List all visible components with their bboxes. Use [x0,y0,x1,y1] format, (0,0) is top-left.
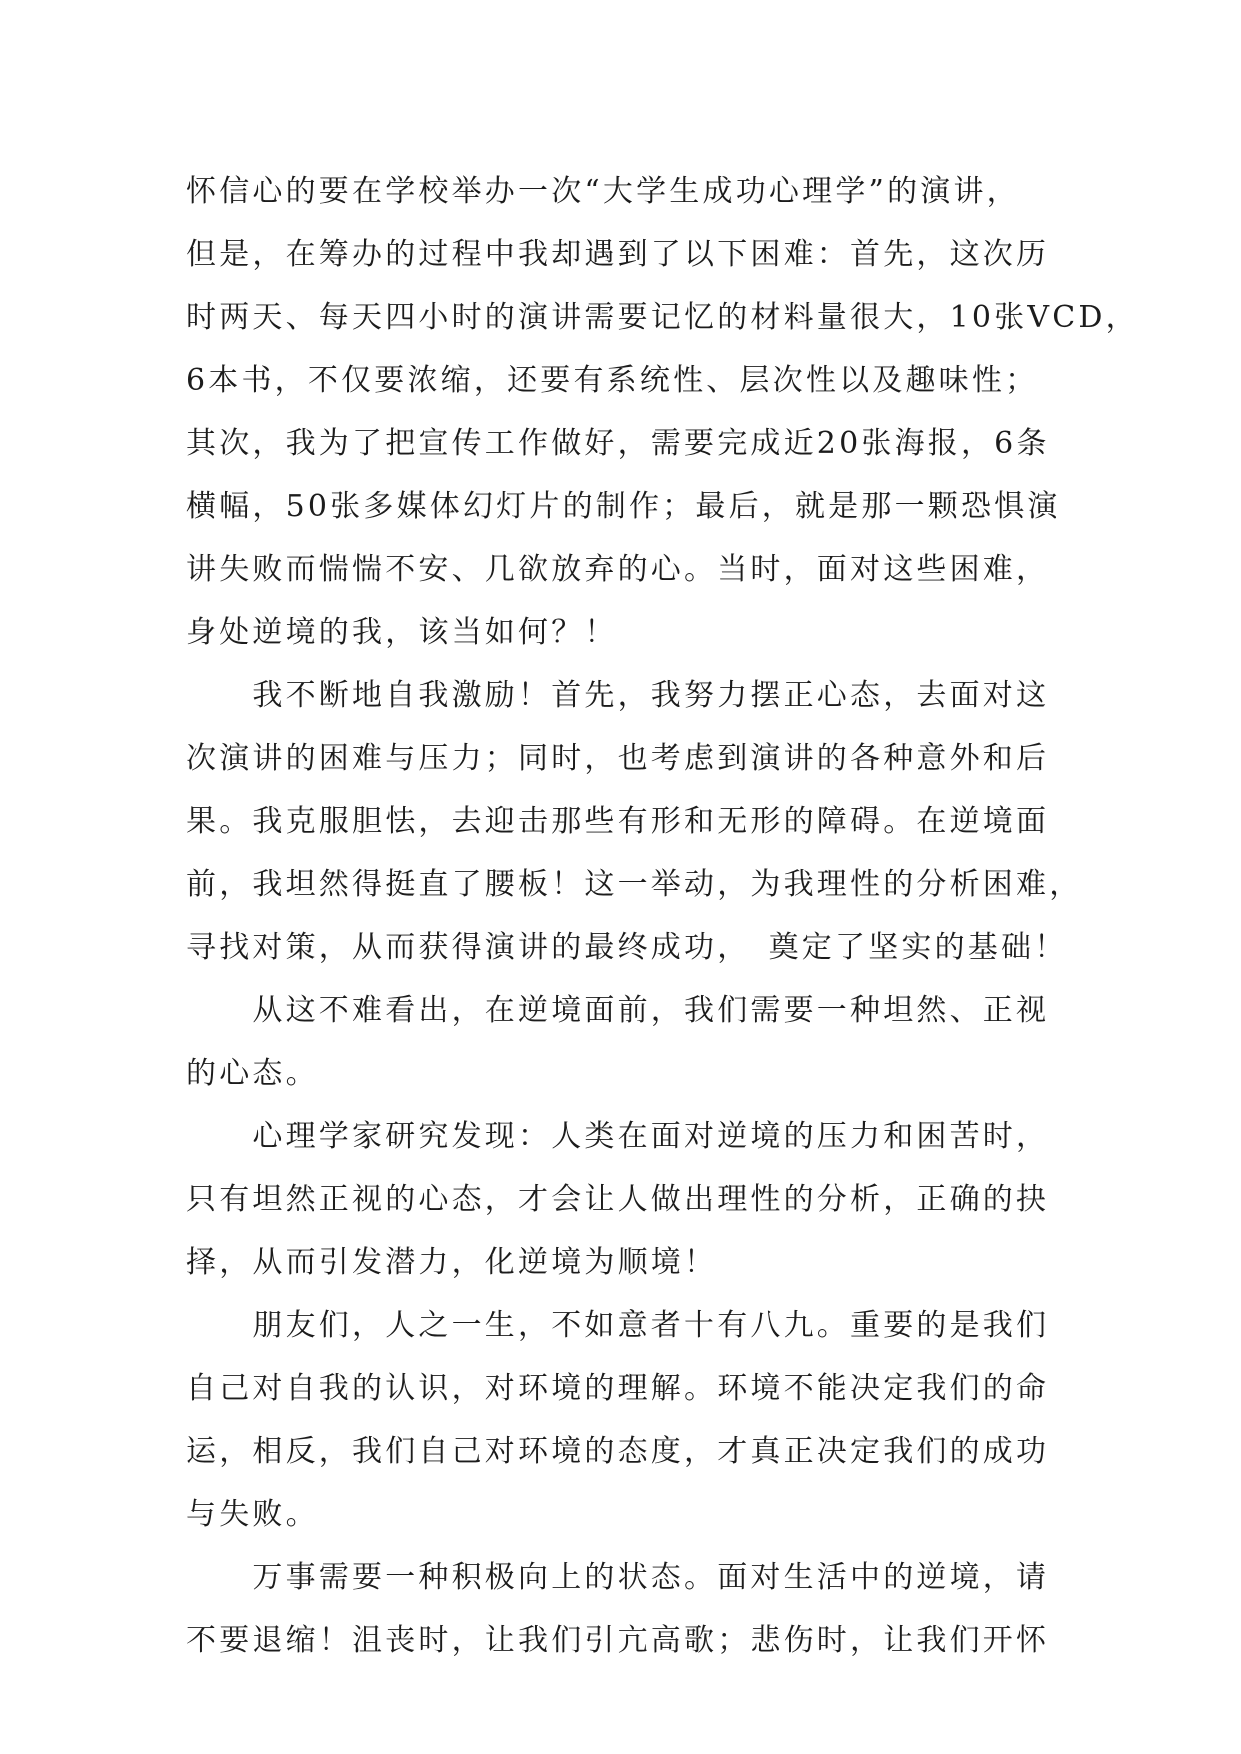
text-line: 寻找对策，从而获得演讲的最终成功， 奠定了坚实的基础！ [186,930,1068,965]
text-line: 讲失败而惴惴不安、几欲放弃的心。当时，面对这些困难， [186,552,1050,587]
text-line: 6本书，不仅要浓缩，还要有系统性、层次性以及趣味性； [186,363,1039,398]
text-line: 横幅，50张多媒体幻灯片的制作；最后，就是那一颗恐惧演 [186,489,1061,524]
text-line: 只有坦然正视的心态，才会让人做出理性的分析，正确的抉 [186,1182,1050,1217]
text-line: 心理学家研究发现：人类在面对逆境的压力和困苦时， [186,1119,1050,1154]
text-line: 果。我克服胆怯，去迎击那些有形和无形的障碍。在逆境面 [186,804,1050,839]
text-line: 运，相反，我们自己对环境的态度，才真正决定我们的成功 [186,1434,1050,1469]
text-line: 我不断地自我激励！首先，我努力摆正心态，去面对这 [186,678,1050,713]
text-line: 朋友们，人之一生，不如意者十有八九。重要的是我们 [186,1308,1050,1343]
text-line: 不要退缩！沮丧时，让我们引亢高歌；悲伤时，让我们开怀 [186,1623,1050,1658]
text-line: 身处逆境的我，该当如何？！ [186,615,618,650]
text-line: 自己对自我的认识，对环境的理解。环境不能决定我们的命 [186,1371,1050,1406]
text-line: 与失败。 [186,1497,319,1532]
text-line: 怀信心的要在学校举办一次“大学生成功心理学”的演讲， [186,174,1020,209]
text-line: 从这不难看出，在逆境面前，我们需要一种坦然、正视 [186,993,1050,1028]
text-line: 的心态。 [186,1056,319,1091]
document-body [186,160,1139,1672]
text-line: 其次，我为了把宣传工作做好，需要完成近20张海报，6条 [186,426,1050,461]
text-line: 前，我坦然得挺直了腰板！这一举动，为我理性的分析困难， [186,867,1083,902]
text-line: 万事需要一种积极向上的状态。面对生活中的逆境，请 [186,1560,1050,1595]
text-line: 次演讲的困难与压力；同时，也考虑到演讲的各种意外和后 [186,741,1050,776]
text-line: 择，从而引发潜力，化逆境为顺境！ [186,1245,718,1280]
text-line: 时两天、每天四小时的演讲需要记忆的材料量很大，10张VCD， [186,300,1139,335]
text-line: 但是，在筹办的过程中我却遇到了以下困难：首先，这次历 [186,237,1050,272]
